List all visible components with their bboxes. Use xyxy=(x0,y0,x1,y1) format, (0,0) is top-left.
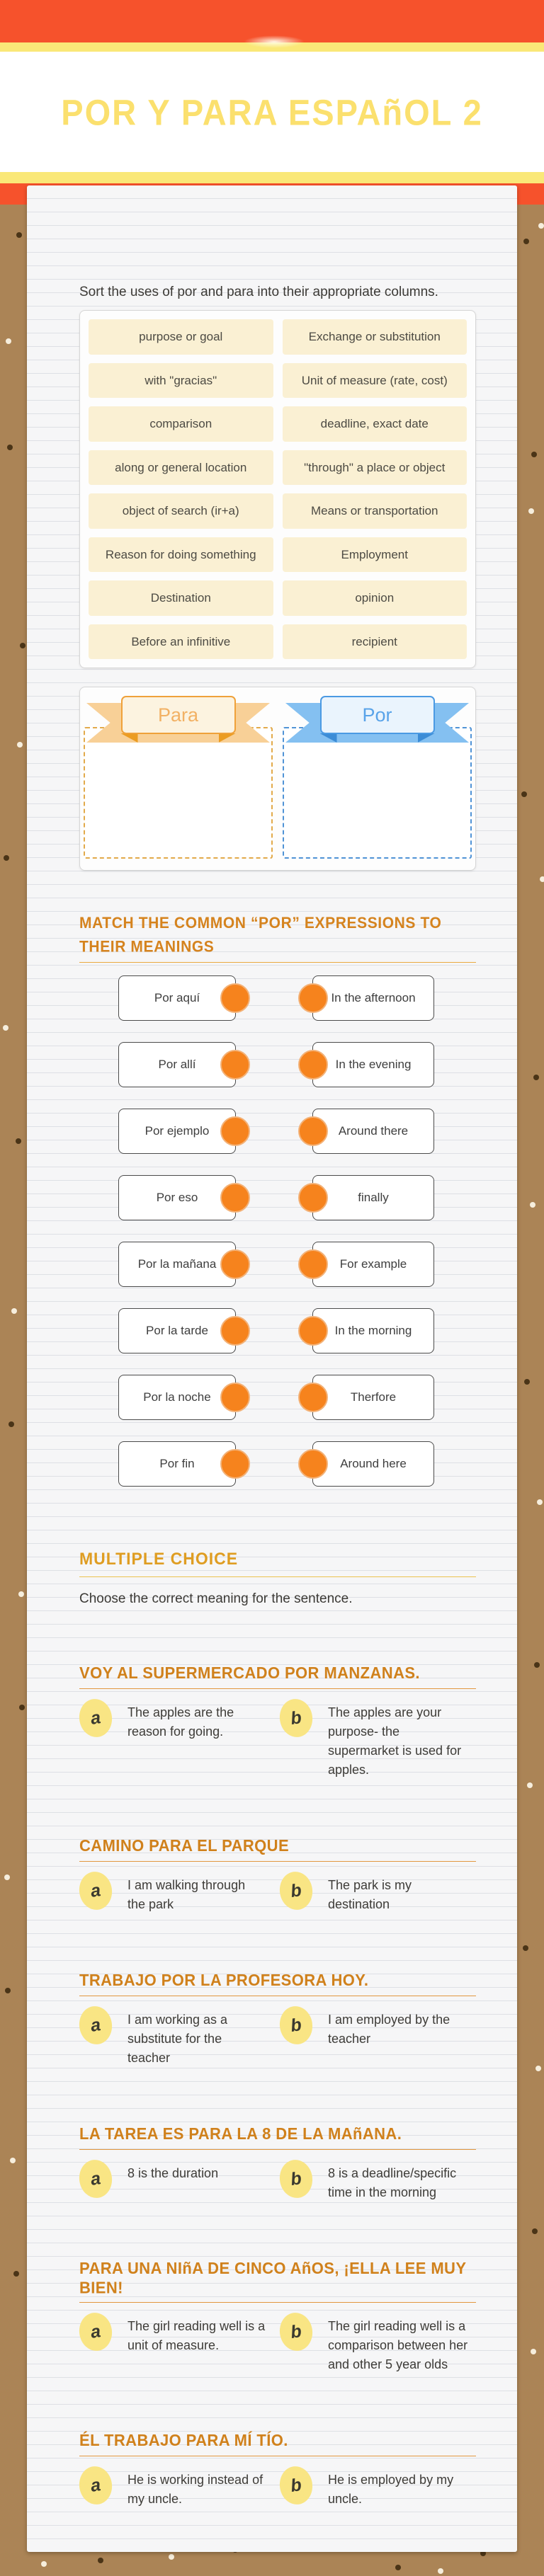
connector-dot[interactable] xyxy=(220,1316,250,1346)
match-expression-label: Por la tarde xyxy=(146,1323,208,1337)
question-block xyxy=(79,2124,476,2202)
match-row xyxy=(79,1042,476,1087)
option-a-text[interactable]: 8 is the duration xyxy=(128,2165,219,2180)
match-row xyxy=(79,1242,476,1287)
multiple-choice-instruction: Choose the correct meaning for the sentence. xyxy=(79,1591,353,1606)
match-meaning-card[interactable] xyxy=(312,975,434,1021)
sort-tile[interactable]: Destination xyxy=(89,580,273,616)
match-expression-label: Por allí xyxy=(158,1057,196,1071)
sort-tile[interactable]: opinion xyxy=(283,580,468,616)
sort-tile[interactable]: object of search (ir+a) xyxy=(89,493,273,529)
match-expression-card[interactable] xyxy=(118,1109,236,1154)
para-dropzone[interactable] xyxy=(84,727,273,859)
connector-dot[interactable] xyxy=(220,1183,250,1213)
match-meaning-label: For example xyxy=(339,1256,407,1271)
question-block xyxy=(79,2431,476,2509)
option-a-badge[interactable]: a xyxy=(76,2158,114,2200)
por-dropzone[interactable] xyxy=(283,727,472,859)
match-expression-card[interactable] xyxy=(118,1175,236,1220)
matching-heading-rule xyxy=(79,962,476,963)
question-rule xyxy=(79,1688,476,1689)
question-prompt: CAMINO PARA EL PARQUE xyxy=(79,1836,290,1855)
sort-tile[interactable]: Unit of measure (rate, cost) xyxy=(283,363,468,399)
match-meaning-card[interactable] xyxy=(312,1308,434,1353)
match-expression-card[interactable] xyxy=(118,975,236,1021)
match-meaning-card[interactable] xyxy=(312,1242,434,1287)
question-rule xyxy=(79,2302,476,2303)
multiple-choice-rule xyxy=(79,1576,476,1577)
match-meaning-card[interactable] xyxy=(312,1375,434,1420)
match-expression-label: Por aquí xyxy=(154,990,200,1004)
question-block xyxy=(79,1836,476,1914)
match-expression-card[interactable] xyxy=(118,1308,236,1353)
option-b-badge[interactable]: b xyxy=(277,1870,314,1912)
question-rule xyxy=(79,1861,476,1862)
sort-tile[interactable]: Means or transportation xyxy=(283,493,468,529)
connector-dot[interactable] xyxy=(220,1449,250,1479)
question-options xyxy=(79,2471,476,2509)
connector-dot[interactable] xyxy=(220,983,250,1013)
match-row xyxy=(79,1441,476,1487)
match-meaning-card[interactable] xyxy=(312,1175,434,1220)
match-expression-label: Por eso xyxy=(156,1190,198,1204)
multiple-choice-heading: MULTIPLE CHOICE xyxy=(79,1549,239,1569)
connector-dot[interactable] xyxy=(298,1383,328,1412)
option-b-badge[interactable]: b xyxy=(277,2464,314,2507)
match-expression-card[interactable] xyxy=(118,1042,236,1087)
connector-dot[interactable] xyxy=(298,1050,328,1080)
option-b-text[interactable]: He is employed by my uncle. xyxy=(328,2472,454,2506)
match-row xyxy=(79,975,476,1021)
match-meaning-card[interactable] xyxy=(312,1441,434,1487)
match-expression-card[interactable] xyxy=(118,1441,236,1487)
question-options xyxy=(79,2164,476,2202)
question-prompt: TRABAJO POR LA PROFESORA HOY. xyxy=(79,1970,369,1989)
question-block xyxy=(79,1971,476,2068)
match-meaning-label: In the evening xyxy=(335,1057,412,1071)
match-meaning-label: In the afternoon xyxy=(331,990,416,1004)
match-meaning-label: Around here xyxy=(340,1456,407,1470)
sort-tile[interactable]: Employment xyxy=(283,537,468,573)
option-b-badge[interactable]: b xyxy=(277,2311,314,2353)
connector-dot[interactable] xyxy=(298,1316,328,1346)
para-column xyxy=(84,694,273,863)
connector-dot[interactable] xyxy=(220,1383,250,1412)
match-expression-card[interactable] xyxy=(118,1242,236,1287)
sort-tile[interactable]: "through" a place or object xyxy=(283,450,468,486)
option-a-badge[interactable]: a xyxy=(76,2464,114,2507)
option-b-badge[interactable]: b xyxy=(277,2004,314,2047)
match-meaning-card[interactable] xyxy=(312,1109,434,1154)
question-prompt: ÉL TRABAJO PARA MÍ TÍO. xyxy=(79,2430,288,2449)
question-options xyxy=(79,2317,476,2374)
sort-tile[interactable]: along or general location xyxy=(89,450,273,486)
match-meaning-label: finally xyxy=(358,1190,389,1204)
match-expression-label: Por la mañana xyxy=(137,1256,217,1271)
worksheet-paper xyxy=(27,185,517,2552)
option-b-text[interactable]: The apples are your purpose- the supermarket is used for apples. xyxy=(328,1705,462,1777)
option-b-badge[interactable]: b xyxy=(277,1697,314,1739)
sort-columns-panel xyxy=(79,687,476,871)
match-expression-label: Por ejemplo xyxy=(144,1123,210,1138)
header-glow-highlight xyxy=(244,35,305,48)
sort-tiles-panel xyxy=(79,310,476,668)
match-meaning-label: Around there xyxy=(338,1123,409,1138)
option-a-text[interactable]: The apples are the reason for going. xyxy=(128,1705,234,1739)
sort-tile[interactable]: Reason for doing something xyxy=(89,537,273,573)
connector-dot[interactable] xyxy=(298,1116,328,1146)
match-row xyxy=(79,1308,476,1353)
option-a-badge[interactable]: a xyxy=(76,2311,114,2353)
question-options xyxy=(79,2010,476,2068)
connector-dot[interactable] xyxy=(298,1249,328,1279)
option-a-text[interactable]: He is working instead of my uncle. xyxy=(128,2472,264,2506)
sort-tile[interactable]: purpose or goal xyxy=(89,319,273,355)
option-a-text[interactable]: I am walking through the park xyxy=(128,1877,246,1911)
option-b-badge[interactable]: b xyxy=(277,2158,314,2200)
match-expression-card[interactable] xyxy=(118,1375,236,1420)
question-prompt: LA TAREA ES PARA LA 8 DE LA MAñANA. xyxy=(79,2124,402,2143)
match-row xyxy=(79,1109,476,1154)
page-title: POR Y PARA ESPAñOL 2 xyxy=(61,91,483,132)
connector-dot[interactable] xyxy=(220,1050,250,1080)
option-a-badge[interactable]: a xyxy=(76,1870,114,1912)
sort-tile[interactable]: deadline, exact date xyxy=(283,406,468,442)
option-a-text[interactable]: The girl reading well is a unit of measure. xyxy=(128,2318,266,2352)
match-row xyxy=(79,1375,476,1420)
sort-tile[interactable]: Exchange or substitution xyxy=(283,319,468,355)
por-column-label: Por xyxy=(320,696,435,734)
option-b-text[interactable]: 8 is a deadline/specific time in the morning xyxy=(328,2165,457,2199)
option-b-text[interactable]: I am employed by the teacher xyxy=(328,2012,450,2046)
option-b-text[interactable]: The girl reading well is a comparison between her and other 5 year olds xyxy=(328,2318,468,2371)
header-yellow-stripe-bottom xyxy=(0,172,544,183)
connector-dot[interactable] xyxy=(298,1183,328,1213)
matching-rows xyxy=(79,975,476,1487)
sort-tile[interactable]: comparison xyxy=(89,406,273,442)
match-row xyxy=(79,1175,476,1220)
question-prompt: VOY AL SUPERMERCADO POR MANZANAS. xyxy=(79,1663,420,1682)
header-title-band xyxy=(0,52,544,172)
connector-dot[interactable] xyxy=(298,983,328,1013)
match-meaning-card[interactable] xyxy=(312,1042,434,1087)
match-expression-label: Por la noche xyxy=(143,1390,211,1404)
matching-heading: MATCH THE COMMON “POR” EXPRESSIONS TO THEIR MEANINGS xyxy=(79,915,442,956)
por-column xyxy=(283,694,472,863)
connector-dot[interactable] xyxy=(220,1249,250,1279)
sort-tile[interactable]: recipient xyxy=(283,624,468,660)
connector-dot[interactable] xyxy=(298,1449,328,1479)
match-expression-label: Por fin xyxy=(159,1456,195,1470)
question-block xyxy=(79,1664,476,1780)
option-a-badge[interactable]: a xyxy=(76,2004,114,2047)
option-a-text[interactable]: I am working as a substitute for the teacher xyxy=(128,2012,228,2065)
question-options xyxy=(79,1703,476,1780)
option-a-badge[interactable]: a xyxy=(76,1697,114,1739)
match-meaning-label: Therfore xyxy=(350,1390,397,1404)
match-meaning-label: In the morning xyxy=(334,1323,412,1337)
question-block xyxy=(79,2259,476,2374)
sort-tile[interactable]: Before an infinitive xyxy=(89,624,273,660)
question-prompt: PARA UNA NIñA DE CINCO AñOS, ¡ELLA LEE MUY BIEN! xyxy=(79,2258,467,2297)
sort-instruction: Sort the uses of por and para into their appropriate columns. xyxy=(79,285,438,299)
para-column-label: Para xyxy=(121,696,236,734)
sort-tile[interactable]: with "gracias" xyxy=(89,363,273,399)
question-rule xyxy=(79,2149,476,2150)
question-options xyxy=(79,1876,476,1914)
connector-dot[interactable] xyxy=(220,1116,250,1146)
option-b-text[interactable]: The park is my destination xyxy=(328,1877,412,1911)
